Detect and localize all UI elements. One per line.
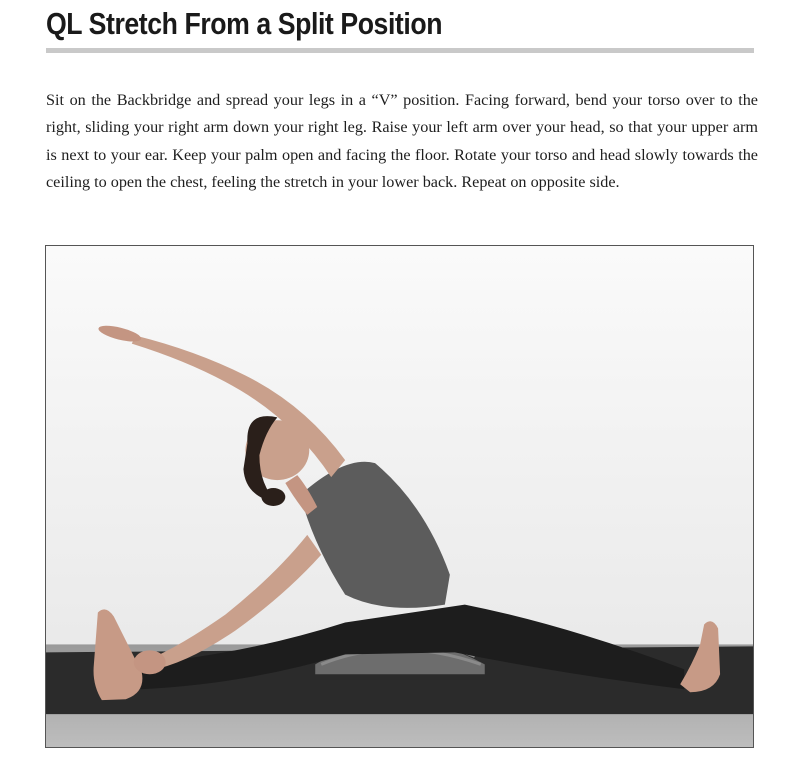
- stretch-illustration: [46, 246, 753, 747]
- right-hand: [134, 650, 166, 674]
- page-title: QL Stretch From a Split Position: [46, 6, 443, 41]
- instruction-paragraph: Sit on the Backbridge and spread your legs in a “V” position. Facing forward, bend your torso over to the right, sliding your right arm down your right leg. Raise your left arm over your head, so that your upper arm is next to your ear. Keep your palm open and facing the floor. Rotate your torso and head slowly towards the ceiling to open the chest, feeling the stretch in your lower back. Repeat on opposite side.: [46, 91, 758, 191]
- title-underline: [46, 48, 754, 53]
- exercise-photo: [45, 245, 754, 748]
